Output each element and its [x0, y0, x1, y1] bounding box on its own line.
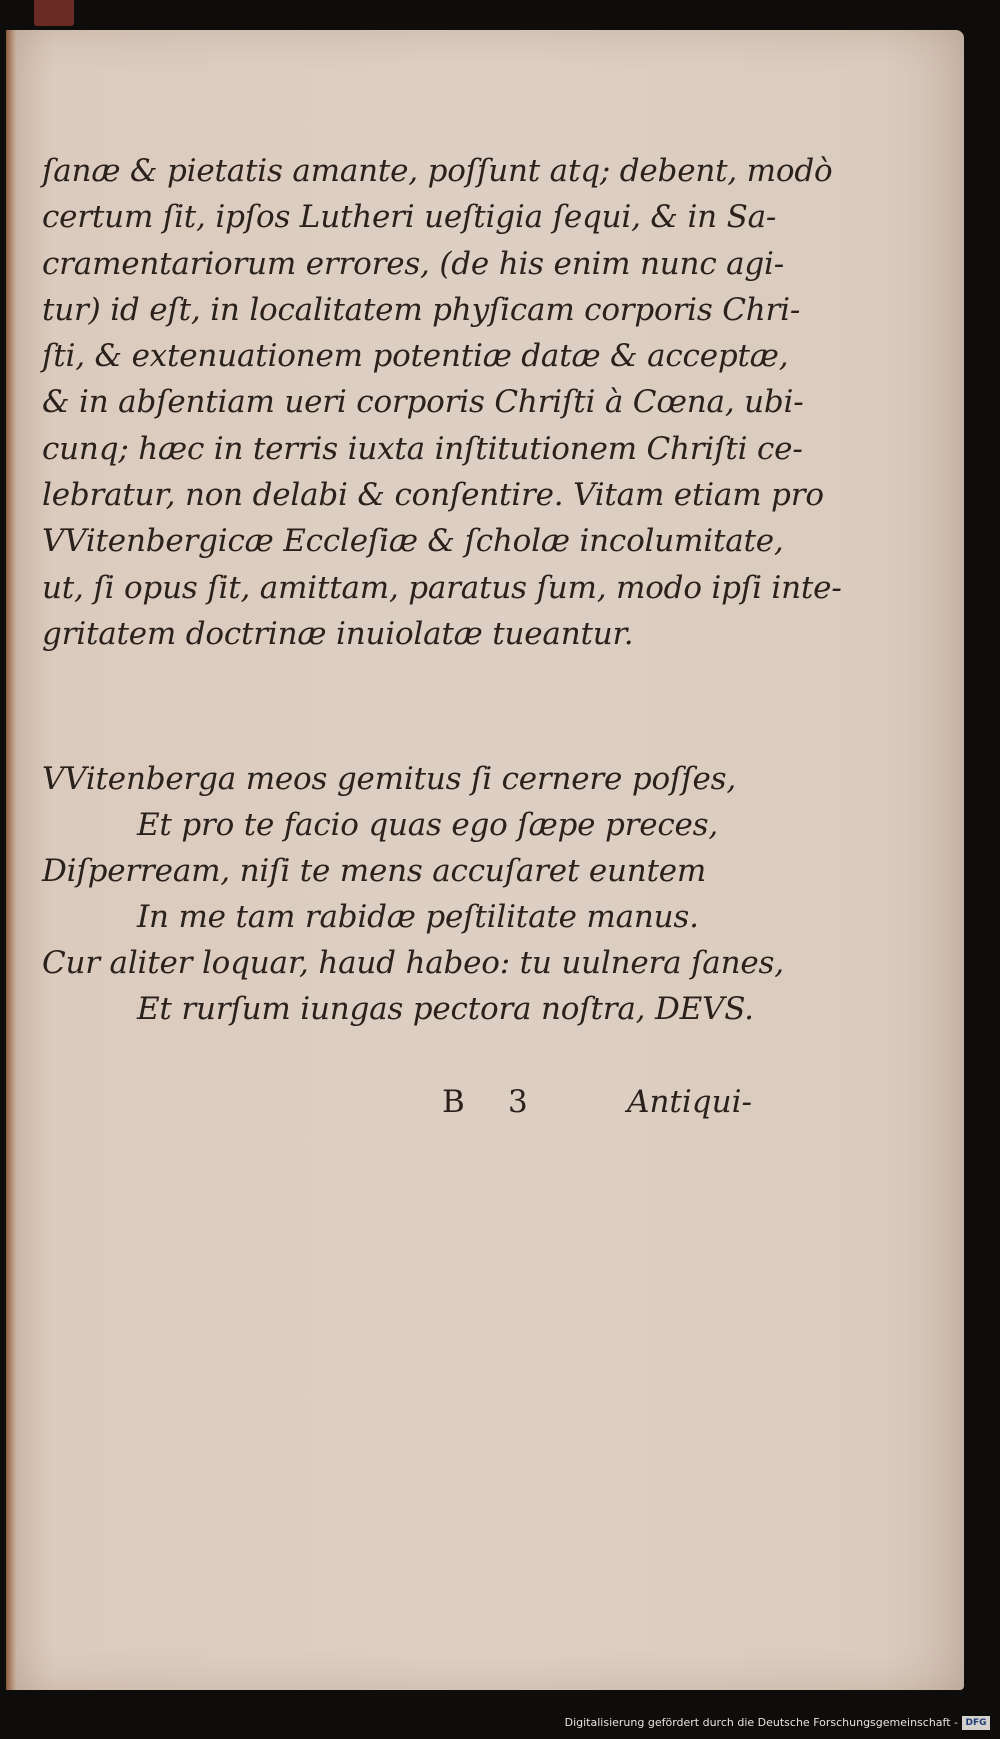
body-line: ſti, & extenuationem potentiæ datæ & acceptæ,: [42, 338, 789, 375]
body-line: cunq; hæc in terris iuxta inſtitutionem Chriſti ce-: [42, 430, 803, 467]
page-footer: [442, 1084, 752, 1128]
poem-line: VVitenberga meos gemitus ſi cernere poſſes,: [42, 761, 737, 797]
body-line: lebratur, non delabi & conſentire. Vitam etiam pro: [42, 477, 824, 514]
body-line: ut, ſi opus ſit, amittam, paratus ſum, modo ipſi inte-: [42, 569, 842, 606]
body-line: cramentariorum errores, (de his enim nunc agi-: [42, 245, 785, 282]
poem-line: Et pro te facio quas ego ſæpe preces,: [137, 807, 719, 843]
catchword: Antiqui-: [627, 1084, 752, 1120]
signature-mark: B: [442, 1084, 465, 1120]
bookmark-tab: [34, 0, 74, 26]
signature-number: 3: [508, 1084, 528, 1120]
page-binding-edge: [6, 30, 16, 1690]
body-paragraph: [42, 148, 842, 657]
body-line: VVitenbergicæ Eccleſiæ & ſcholæ incolumitate,: [42, 523, 784, 560]
poem-block: [42, 756, 784, 1032]
body-line: ſanæ & pietatis amante, poſſunt atq; debent, modò: [42, 153, 833, 189]
book-page: [6, 30, 964, 1690]
dfg-logo-icon: DFG: [962, 1716, 990, 1730]
poem-line: Diſperream, niſi te mens accuſaret euntem: [42, 853, 707, 889]
poem-line: Et rurſum iungas pectora noſtra, DEVS.: [137, 991, 754, 1027]
body-line: gritatem doctrinæ inuiolatæ tueantur.: [42, 615, 634, 652]
poem-line: In me tam rabidæ peſtilitate manus.: [137, 899, 699, 935]
body-line: & in abſentiam ueri corporis Chriſti à Cœna, ubi-: [42, 384, 804, 421]
poem-line: Cur aliter loquar, haud habeo: tu uulnera ſanes,: [42, 945, 784, 981]
funding-credit: Digitalisierung gefördert durch die Deutsche Forschungsgemeinschaft -: [564, 1716, 958, 1729]
body-line: tur) id eſt, in localitatem phyſicam corporis Chri-: [42, 291, 801, 328]
credit-bar: [0, 1699, 1000, 1739]
body-line: certum ſit, ipſos Lutheri ueſtigia ſequi, & in Sa-: [42, 199, 777, 236]
